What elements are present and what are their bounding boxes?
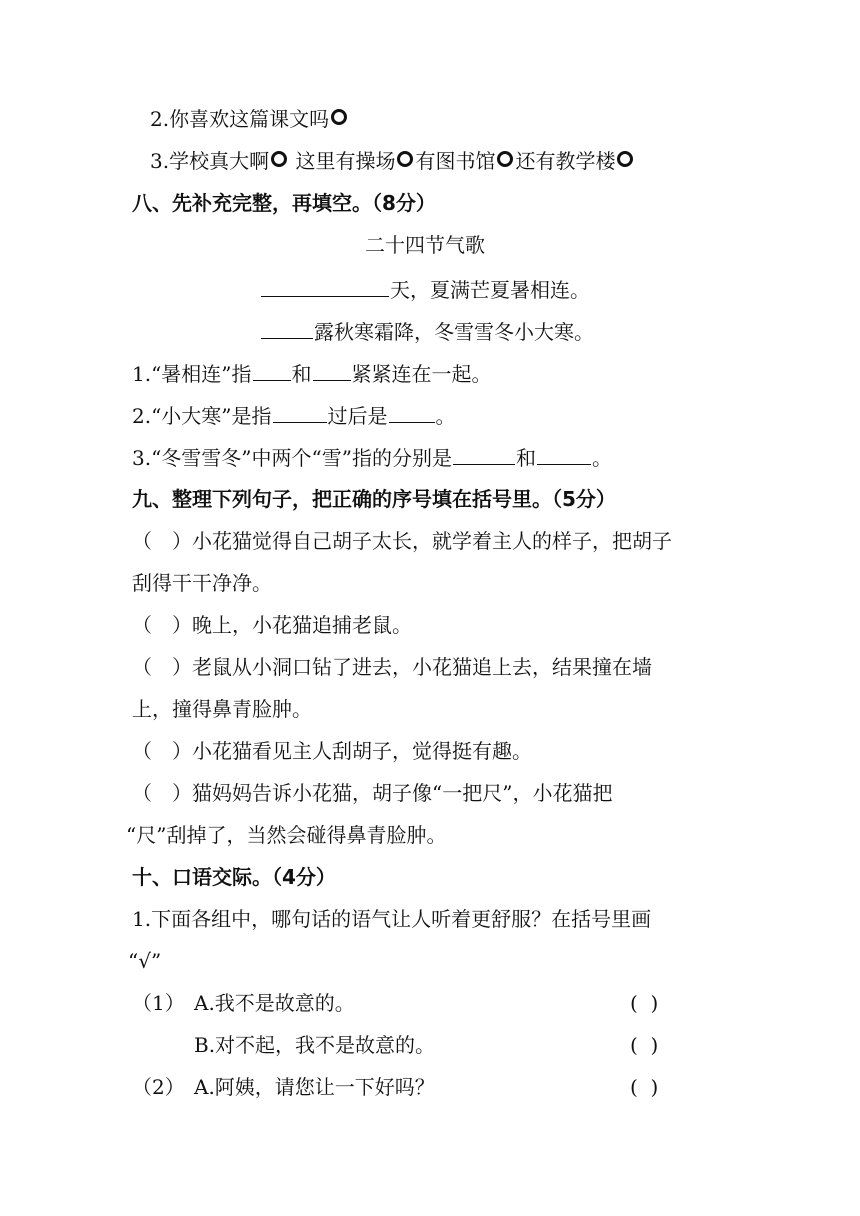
q7-item-3-part-b: 这里有操场 xyxy=(295,149,396,173)
q9-sentence-1-line-2: 刮得干干净净。 xyxy=(132,571,272,595)
q10-instruction-line-2: “√” xyxy=(128,949,162,973)
q8-sub-1-end: 紧紧连在一起。 xyxy=(351,362,492,386)
q8-sub-2-middle: 过后是 xyxy=(327,404,388,428)
group-2-label: （2） xyxy=(132,1075,185,1099)
q7-item-3 xyxy=(150,146,635,176)
answer-paren[interactable]: ( ) xyxy=(630,1033,659,1057)
q9-sentence-4-text: 小花猫看见主人刮胡子，觉得挺有趣。 xyxy=(192,739,532,763)
fill-blank[interactable] xyxy=(261,274,389,297)
q9-sentence-3-line-2: 上，撞得鼻青脸肿。 xyxy=(132,697,312,721)
order-paren[interactable]: （ ） xyxy=(132,655,192,679)
q9-sentence-4 xyxy=(132,736,532,766)
group-2-option-a-text: A.阿姨，请您让一下好吗？ xyxy=(194,1075,435,1099)
order-paren[interactable]: （ ） xyxy=(132,529,192,553)
q10-instruction-line-1: 1.下面各组中，哪句话的语气让人听着更舒服？在括号里画 xyxy=(132,907,652,931)
order-paren[interactable]: （ ） xyxy=(132,781,192,805)
q9-heading: 九、整理下列句子，把正确的序号填在括号里。（5分） xyxy=(132,487,616,511)
poem-line-1 xyxy=(260,274,590,305)
poem-line-2 xyxy=(260,316,594,347)
q9-sentence-3-line-1 xyxy=(132,652,652,682)
q8-sub-2-end: 。 xyxy=(435,404,456,428)
poem-line-1-text: 天，夏满芒夏暑相连。 xyxy=(390,278,590,302)
q8-sub-2 xyxy=(132,400,456,431)
q7-item-3-part-d: 还有教学楼 xyxy=(515,149,616,173)
q7-item-2 xyxy=(150,104,349,134)
answer-paren[interactable]: ( ) xyxy=(630,1075,659,1099)
punctuation-blank-circle-icon xyxy=(331,109,347,125)
group-1-option-b-text: B.对不起，我不是故意的。 xyxy=(194,1033,436,1057)
q10-group-1-option-a xyxy=(132,988,832,1018)
q8-sub-3-and: 和 xyxy=(515,446,536,470)
q7-item-2-text: 2.你喜欢这篇课文吗 xyxy=(150,107,330,131)
poem-title: 二十四节气歌 xyxy=(365,233,485,257)
q7-item-3-part-a: 3.学校真大啊 xyxy=(150,149,270,173)
q10-group-2-option-a xyxy=(132,1072,832,1102)
q9-sentence-5-line-2: “尺”刮掉了，当然会碰得鼻青脸肿。 xyxy=(126,823,447,847)
answer-paren[interactable]: ( ) xyxy=(630,991,659,1015)
q8-sub-1-text: 1.“暑相连”指 xyxy=(132,362,252,386)
q8-sub-3-text: 3.“冬雪雪冬”中两个“雪”指的分别是 xyxy=(132,446,452,470)
q8-sub-1 xyxy=(132,358,492,389)
q9-sentence-2-text: 晚上，小花猫追捕老鼠。 xyxy=(192,613,412,637)
fill-blank[interactable] xyxy=(537,442,591,465)
q8-sub-3 xyxy=(132,442,612,473)
q9-sentence-1-text: 小花猫觉得自己胡子太长，就学着主人的样子，把胡子 xyxy=(192,529,672,553)
fill-blank[interactable] xyxy=(453,442,515,465)
fill-blank[interactable] xyxy=(273,400,327,423)
punctuation-blank-circle-icon xyxy=(271,151,287,167)
punctuation-blank-circle-icon xyxy=(617,151,633,167)
order-paren[interactable]: （ ） xyxy=(132,613,192,637)
group-1-label: （1） xyxy=(132,991,185,1015)
fill-blank[interactable] xyxy=(389,400,435,423)
fill-blank[interactable] xyxy=(261,316,313,339)
poem-line-2-text: 露秋寒霜降，冬雪雪冬小大寒。 xyxy=(314,320,594,344)
q9-sentence-5-line-1 xyxy=(132,778,612,808)
order-paren[interactable]: （ ） xyxy=(132,739,192,763)
q9-sentence-1-line-1 xyxy=(132,526,672,556)
punctuation-blank-circle-icon xyxy=(397,151,413,167)
q7-item-3-part-c: 有图书馆 xyxy=(415,149,496,173)
punctuation-blank-circle-icon xyxy=(497,151,513,167)
fill-blank[interactable] xyxy=(313,358,351,381)
q9-sentence-3-text: 老鼠从小洞口钻了进去，小花猫追上去，结果撞在墙 xyxy=(192,655,652,679)
q8-sub-3-end: 。 xyxy=(591,446,612,470)
q10-heading: 十、口语交际。（4分） xyxy=(132,865,336,889)
q9-sentence-2 xyxy=(132,610,412,640)
fill-blank[interactable] xyxy=(253,358,291,381)
q9-sentence-5-text: 猫妈妈告诉小花猫，胡子像“一把尺”，小花猫把 xyxy=(192,781,613,805)
q8-heading: 八、先补充完整，再填空。（8分） xyxy=(132,191,436,215)
group-1-option-a-text: A.我不是故意的。 xyxy=(194,991,355,1015)
q8-sub-2-text: 2.“小大寒”是指 xyxy=(132,404,272,428)
q8-sub-1-and: 和 xyxy=(291,362,312,386)
